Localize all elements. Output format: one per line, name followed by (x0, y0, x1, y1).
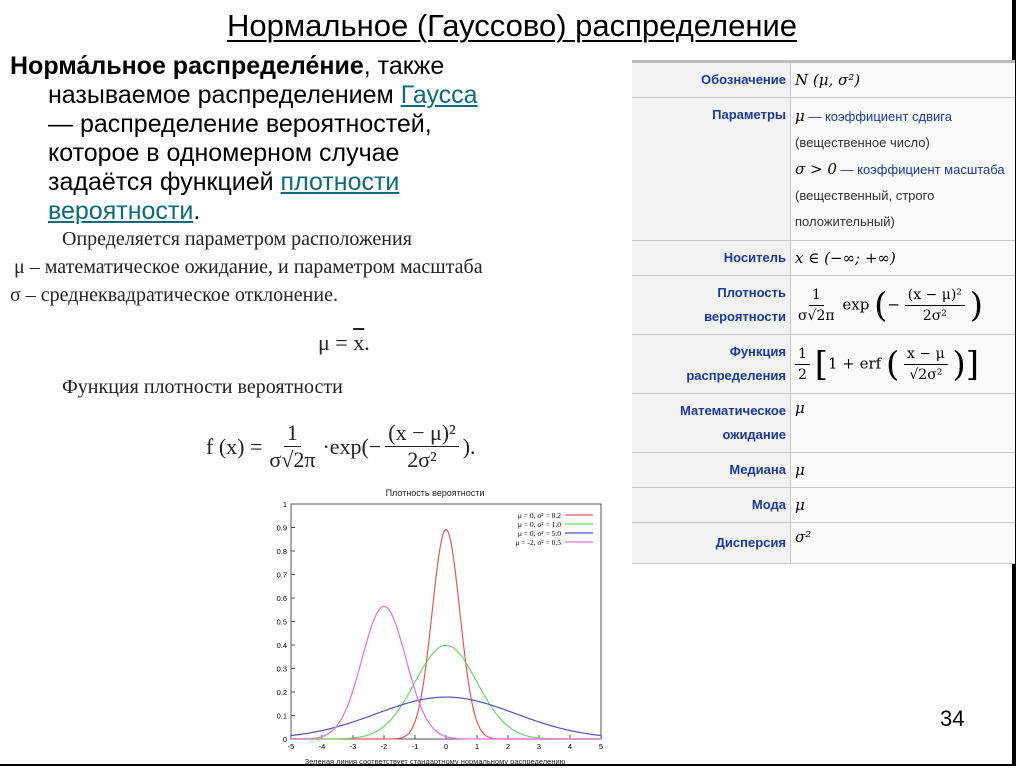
y-tick-label: 0.5 (276, 617, 287, 627)
table-row (632, 335, 1015, 394)
x-tick-label: -1 (411, 742, 419, 751)
gauss-link[interactable]: Гаусса (400, 81, 478, 109)
density-formula: f (x) = $\frac{1}{\sigma√2\pi}$ ·exp(− $\frac{\text{(x − μ)²}}{\text{2σ²}}$ ). (206, 420, 476, 472)
legend-label: μ = 0, σ² = 0.2 (517, 511, 561, 520)
row-label: Медиана (632, 453, 791, 488)
slide-title: Нормальное (Гауссово) распределение (226, 8, 798, 43)
x-tick-label: -3 (349, 742, 357, 751)
y-tick-label: 0.9 (276, 523, 287, 533)
x-tick-label: 5 (598, 742, 604, 751)
y-tick-label: 1 (282, 500, 287, 509)
x-tick-label: 2 (505, 742, 511, 751)
row-value: $\frac{1}{2}$ [1 + erf ( $\frac{x - \mu}{\text{√2σ²}}$ )] (791, 335, 1016, 394)
density-link[interactable]: плотности (280, 168, 400, 196)
chart-footnote: Зеленая линия соответствует стандартному нормальному распределению (304, 757, 566, 766)
table-row (632, 523, 1015, 564)
table-row (632, 62, 1015, 98)
row-label: Дисперсия (632, 523, 791, 564)
series-line (291, 606, 601, 739)
row-value: N (μ, σ²) (791, 62, 1016, 98)
table-row (632, 394, 1015, 453)
row-value: μ (791, 488, 1016, 523)
x-tick-label: -2 (380, 742, 388, 751)
x-tick-label: 1 (474, 742, 480, 751)
probability-link[interactable]: вероятности (48, 197, 194, 225)
row-value: μ (791, 453, 1016, 488)
y-tick-label: 0.8 (276, 547, 287, 556)
row-value: μ (791, 394, 1016, 453)
row-value: x ∈ (−∞; +∞) (791, 241, 1016, 276)
table-row (632, 453, 1015, 488)
x-tick-label: 0 (443, 742, 449, 751)
param-text-2: μ – математическое ожидание, и параметром масштаба (14, 256, 483, 278)
param-text-1: Определяется параметром расположения (62, 228, 412, 250)
row-label: Мода (632, 488, 791, 523)
y-tick-label: 0.3 (276, 664, 287, 674)
legend-label: μ = -2, σ² = 0.5 (515, 538, 561, 547)
intro-paragraph: Норма́льное распределе́ние, также называемое распределением Гаусса — распределение вероятностей, которое в одномерном случае задаётся функцией плотности вероятности. (10, 52, 478, 225)
legend-label: μ = 0, σ² = 1.0 (517, 520, 561, 529)
param-text-3: σ – среднеквадратическое отклонение. (10, 284, 338, 306)
series-line (291, 529, 601, 739)
row-value: μ — коэффициент сдвига (вещественное число) σ > 0 — коэффициент масштаба (вещественный, строго положительный) (791, 98, 1016, 241)
table-row (632, 241, 1015, 276)
table-row (632, 488, 1015, 523)
row-value: $\frac{1}{\sigma√2\pi}$ exp (− $\frac{\text{(x − μ)²}}{\text{2σ²}}$ ) (791, 276, 1016, 335)
y-tick-label: 0.7 (276, 570, 287, 580)
row-value: σ² (791, 523, 1016, 564)
row-label: Плотность вероятности (632, 276, 791, 335)
x-tick-label: 4 (567, 742, 573, 751)
page-number: 34 (940, 706, 965, 731)
table-row (632, 98, 1015, 241)
row-label: Математическое ожидание (632, 394, 791, 453)
term: Норма́льное распределе́ние (10, 52, 364, 80)
y-tick-label: 0.2 (276, 688, 287, 697)
mu-equation: $\mu = \overline{x}$. (318, 330, 370, 355)
legend-label: μ = 0, σ² = 5.0 (517, 529, 561, 538)
series-line (291, 697, 601, 735)
density-chart (263, 484, 608, 768)
y-tick-label: 0.4 (276, 641, 287, 650)
row-label: Обозначение (632, 62, 791, 98)
x-tick-label: -5 (287, 742, 295, 751)
y-tick-label: 0 (282, 735, 287, 744)
x-tick-label: 3 (536, 742, 542, 751)
table-row (632, 276, 1015, 335)
properties-table (632, 60, 1015, 564)
y-tick-label: 0.1 (276, 711, 287, 721)
row-label: Носитель (632, 241, 791, 276)
chart-title: Плотность вероятности (385, 488, 485, 498)
row-label: Параметры (632, 98, 791, 241)
row-label: Функция распределения (632, 335, 791, 394)
y-tick-label: 0.6 (276, 594, 287, 603)
x-tick-label: -4 (318, 742, 326, 751)
density-function-label: Функция плотности вероятности (62, 376, 343, 398)
